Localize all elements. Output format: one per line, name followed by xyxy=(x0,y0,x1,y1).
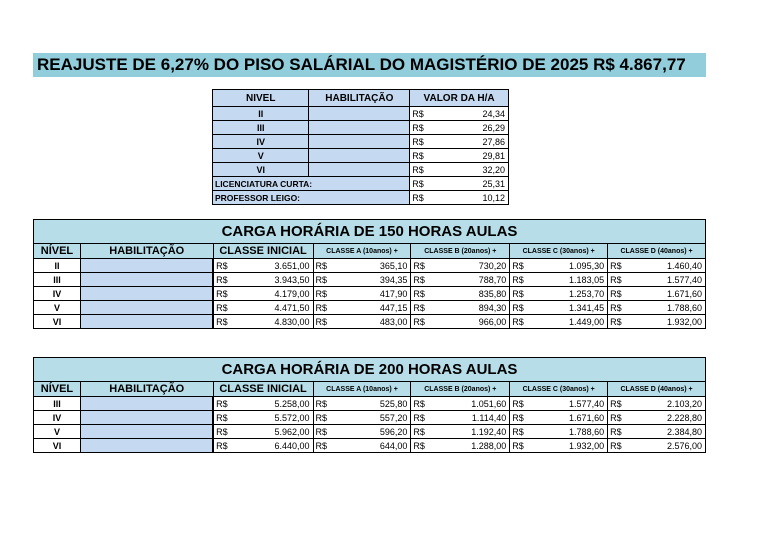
money-value xyxy=(314,302,411,314)
money-value xyxy=(314,260,411,272)
amount: 5.962,00 xyxy=(274,426,310,437)
table-150-hours xyxy=(33,219,706,329)
habilitacao-cell xyxy=(80,315,213,329)
money-value xyxy=(410,136,508,148)
level-cell: IV xyxy=(34,411,81,425)
table-row xyxy=(34,259,706,273)
currency-symbol: R$ xyxy=(512,440,524,451)
currency-symbol: R$ xyxy=(315,398,328,409)
currency-symbol: R$ xyxy=(412,150,424,161)
amount: 966,00 xyxy=(478,316,507,327)
amount: 1.114,40 xyxy=(471,412,507,423)
column-header: CLASSE C (30anos) + xyxy=(510,382,608,397)
money-value xyxy=(510,302,607,314)
salary-value-cell xyxy=(411,425,510,439)
level-cell: IV xyxy=(34,287,81,301)
habilitacao-cell xyxy=(80,411,213,425)
column-header: CLASSE INICIAL xyxy=(213,382,313,397)
table-row xyxy=(213,135,509,149)
document-title: REAJUSTE DE 6,27% DO PISO SALÁRIAL DO MAGISTÉRIO DE 2025 R$ 4.867,77 xyxy=(33,53,706,77)
money-value xyxy=(411,274,509,286)
money-value xyxy=(314,274,411,286)
currency-symbol: R$ xyxy=(315,440,328,451)
money-value xyxy=(608,398,705,410)
money-value xyxy=(411,302,509,314)
salary-value-cell xyxy=(313,259,411,273)
salary-value-cell xyxy=(313,411,411,425)
amount: 1.671,60 xyxy=(666,288,702,299)
salary-value-cell xyxy=(510,259,608,273)
column-header: CLASSE D (40anos) + xyxy=(608,244,706,259)
amount: 1.788,60 xyxy=(569,426,605,437)
money-value xyxy=(214,426,312,438)
salary-value-cell xyxy=(608,425,706,439)
column-header: CLASSE B (20anos) + xyxy=(411,244,510,259)
header-nivel: NIVEL xyxy=(213,90,309,107)
salary-value-cell xyxy=(411,259,510,273)
amount: 10,12 xyxy=(482,192,505,203)
salary-value-cell xyxy=(510,301,608,315)
salary-value-cell xyxy=(608,287,706,301)
habilitacao-cell xyxy=(80,259,213,273)
money-value xyxy=(510,398,607,410)
currency-symbol: R$ xyxy=(413,440,425,451)
currency-symbol: R$ xyxy=(216,302,228,313)
amount: 525,80 xyxy=(379,398,408,409)
table-row xyxy=(213,121,509,135)
salary-value-cell xyxy=(213,397,313,411)
column-header: CLASSE A (10anos) + xyxy=(313,244,411,259)
level-cell: III xyxy=(34,273,81,287)
currency-symbol: R$ xyxy=(512,316,524,327)
table-caption: CARGA HORÁRIA DE 200 HORAS AULAS xyxy=(34,358,706,382)
currency-symbol: R$ xyxy=(512,260,524,271)
amount: 2.103,20 xyxy=(666,398,702,409)
amount: 4.830,00 xyxy=(274,316,310,327)
table-caption-row xyxy=(34,220,706,244)
amount: 5.258,00 xyxy=(274,398,310,409)
money-value xyxy=(410,108,508,120)
habilitacao-cell xyxy=(309,163,410,177)
currency-symbol: R$ xyxy=(412,164,424,175)
table-header-row xyxy=(34,244,706,259)
level-cell: III xyxy=(34,397,81,411)
salary-value-cell xyxy=(313,273,411,287)
extra-label-cell: LICENCIATURA CURTA: xyxy=(213,177,410,191)
amount: 1.288,00 xyxy=(471,440,507,451)
salary-value-cell xyxy=(608,259,706,273)
table-row xyxy=(34,397,706,411)
money-value xyxy=(510,412,607,424)
money-value xyxy=(410,122,508,134)
salary-value-cell xyxy=(213,425,313,439)
currency-symbol: R$ xyxy=(412,178,424,189)
currency-symbol: R$ xyxy=(610,288,622,299)
table-caption-row xyxy=(34,358,706,382)
currency-symbol: R$ xyxy=(216,412,228,423)
currency-symbol: R$ xyxy=(216,274,228,285)
amount: 394,35 xyxy=(379,274,408,285)
table-header-row xyxy=(34,382,706,397)
habilitacao-cell xyxy=(80,273,213,287)
table-caption: CARGA HORÁRIA DE 150 HORAS AULAS xyxy=(34,220,706,244)
currency-symbol: R$ xyxy=(216,260,228,271)
amount: 25,31 xyxy=(482,178,505,189)
money-value xyxy=(411,426,509,438)
money-value xyxy=(314,288,411,300)
currency-symbol: R$ xyxy=(216,316,228,327)
currency-symbol: R$ xyxy=(413,260,425,271)
amount: 1.932,00 xyxy=(569,440,605,451)
level-cell: VI xyxy=(213,163,309,177)
currency-symbol: R$ xyxy=(412,136,424,147)
currency-symbol: R$ xyxy=(216,426,228,437)
table-row xyxy=(34,411,706,425)
table-row xyxy=(34,287,706,301)
amount: 1.449,00 xyxy=(569,316,605,327)
money-value xyxy=(608,302,705,314)
money-value xyxy=(214,288,312,300)
column-header: CLASSE A (10anos) + xyxy=(313,382,411,397)
column-header: CLASSE B (20anos) + xyxy=(411,382,510,397)
amount: 730,20 xyxy=(478,260,507,271)
money-value xyxy=(410,150,508,162)
currency-symbol: R$ xyxy=(315,274,328,285)
salary-value-cell xyxy=(608,411,706,425)
salary-value-cell xyxy=(510,273,608,287)
currency-symbol: R$ xyxy=(610,260,622,271)
money-value xyxy=(510,274,607,286)
hourly-value-cell xyxy=(410,177,509,191)
amount: 1.183,05 xyxy=(569,274,605,285)
currency-symbol: R$ xyxy=(610,426,622,437)
table-row xyxy=(213,191,509,205)
currency-symbol: R$ xyxy=(315,426,328,437)
habilitacao-cell xyxy=(80,301,213,315)
level-cell: II xyxy=(34,259,81,273)
currency-symbol: R$ xyxy=(413,316,425,327)
money-value xyxy=(608,440,705,452)
amount: 5.572,00 xyxy=(274,412,310,423)
money-value xyxy=(608,412,705,424)
salary-value-cell xyxy=(213,411,313,425)
money-value xyxy=(214,274,312,286)
table-row xyxy=(34,425,706,439)
salary-value-cell xyxy=(608,397,706,411)
amount: 27,86 xyxy=(482,136,505,147)
salary-value-cell xyxy=(608,301,706,315)
currency-symbol: R$ xyxy=(412,108,424,119)
amount: 365,10 xyxy=(379,260,408,271)
currency-symbol: R$ xyxy=(512,398,524,409)
amount: 1.460,40 xyxy=(666,260,702,271)
header-valor-ha: VALOR DA H/A xyxy=(410,90,509,107)
salary-value-cell xyxy=(510,425,608,439)
amount: 483,00 xyxy=(379,316,408,327)
table-row xyxy=(34,439,706,453)
column-header: CLASSE INICIAL xyxy=(213,244,313,259)
table-row xyxy=(213,107,509,121)
amount: 835,80 xyxy=(478,288,507,299)
column-header: CLASSE C (30anos) + xyxy=(510,244,608,259)
amount: 24,34 xyxy=(482,108,505,119)
salary-value-cell xyxy=(510,315,608,329)
amount: 4.179,00 xyxy=(274,288,310,299)
amount: 3.651,00 xyxy=(274,260,310,271)
salary-value-cell xyxy=(411,411,510,425)
level-cell: VI xyxy=(34,439,81,453)
column-header: NÍVEL xyxy=(34,244,81,259)
amount: 1.051,60 xyxy=(471,398,507,409)
level-cell: IV xyxy=(213,135,309,149)
level-cell: VI xyxy=(34,315,81,329)
salary-value-cell xyxy=(411,273,510,287)
currency-symbol: R$ xyxy=(512,426,524,437)
hourly-value-cell xyxy=(410,191,509,205)
habilitacao-cell xyxy=(80,287,213,301)
salary-value-cell xyxy=(510,397,608,411)
amount: 2.576,00 xyxy=(666,440,702,451)
level-cell: III xyxy=(213,121,309,135)
salary-value-cell xyxy=(313,425,411,439)
column-header: CLASSE D (40anos) + xyxy=(608,382,706,397)
money-value xyxy=(510,440,607,452)
amount: 4.471,50 xyxy=(274,302,310,313)
level-cell: V xyxy=(34,425,81,439)
salary-value-cell xyxy=(411,397,510,411)
currency-symbol: R$ xyxy=(610,302,622,313)
amount: 3.943,50 xyxy=(274,274,310,285)
money-value xyxy=(608,426,705,438)
amount: 1.671,60 xyxy=(569,412,605,423)
money-value xyxy=(214,398,312,410)
currency-symbol: R$ xyxy=(512,274,524,285)
money-value xyxy=(314,440,411,452)
money-value xyxy=(214,302,312,314)
money-value xyxy=(411,288,509,300)
habilitacao-cell xyxy=(80,425,213,439)
salary-value-cell xyxy=(510,287,608,301)
habilitacao-cell xyxy=(309,149,410,163)
column-header: NÍVEL xyxy=(34,382,81,397)
habilitacao-cell xyxy=(309,107,410,121)
salary-value-cell xyxy=(313,439,411,453)
habilitacao-cell xyxy=(309,135,410,149)
money-value xyxy=(411,316,509,328)
level-cell: V xyxy=(213,149,309,163)
money-value xyxy=(608,316,705,328)
salary-value-cell xyxy=(411,439,510,453)
currency-symbol: R$ xyxy=(610,398,622,409)
amount: 2.384,80 xyxy=(666,426,702,437)
amount: 447,15 xyxy=(379,302,408,313)
salary-value-cell xyxy=(213,259,313,273)
currency-symbol: R$ xyxy=(610,316,622,327)
currency-symbol: R$ xyxy=(512,302,524,313)
table-row xyxy=(213,149,509,163)
habilitacao-cell xyxy=(309,121,410,135)
hourly-value-cell xyxy=(410,107,509,121)
money-value xyxy=(314,426,411,438)
currency-symbol: R$ xyxy=(610,274,622,285)
currency-symbol: R$ xyxy=(315,260,328,271)
currency-symbol: R$ xyxy=(216,440,228,451)
amount: 1.253,70 xyxy=(569,288,605,299)
currency-symbol: R$ xyxy=(413,426,425,437)
amount: 32,20 xyxy=(482,164,505,175)
currency-symbol: R$ xyxy=(413,398,425,409)
money-value xyxy=(608,288,705,300)
money-value xyxy=(410,192,508,204)
column-header: HABILITAÇÃO xyxy=(80,244,213,259)
currency-symbol: R$ xyxy=(216,288,228,299)
money-value xyxy=(214,412,312,424)
hourly-value-cell xyxy=(410,149,509,163)
hourly-value-cell xyxy=(410,135,509,149)
amount: 29,81 xyxy=(482,150,505,161)
currency-symbol: R$ xyxy=(315,316,328,327)
amount: 596,20 xyxy=(379,426,408,437)
amount: 1.095,30 xyxy=(569,260,605,271)
salary-value-cell xyxy=(313,287,411,301)
amount: 417,90 xyxy=(379,288,408,299)
money-value xyxy=(411,412,509,424)
money-value xyxy=(214,440,312,452)
habilitacao-cell xyxy=(80,397,213,411)
amount: 26,29 xyxy=(482,122,505,133)
currency-symbol: R$ xyxy=(413,274,425,285)
currency-symbol: R$ xyxy=(216,398,228,409)
salary-value-cell xyxy=(213,301,313,315)
salary-value-cell xyxy=(411,315,510,329)
currency-symbol: R$ xyxy=(610,440,622,451)
money-value xyxy=(510,288,607,300)
currency-symbol: R$ xyxy=(512,288,524,299)
level-cell: II xyxy=(213,107,309,121)
currency-symbol: R$ xyxy=(315,288,328,299)
salary-value-cell xyxy=(313,397,411,411)
salary-value-cell xyxy=(608,439,706,453)
salary-value-cell xyxy=(411,287,510,301)
amount: 894,30 xyxy=(478,302,507,313)
money-value xyxy=(314,398,411,410)
habilitacao-cell xyxy=(80,439,213,453)
level-cell: V xyxy=(34,301,81,315)
amount: 1.577,40 xyxy=(666,274,702,285)
money-value xyxy=(411,440,509,452)
salary-value-cell xyxy=(313,301,411,315)
currency-symbol: R$ xyxy=(413,288,425,299)
amount: 557,20 xyxy=(379,412,408,423)
hourly-value-cell xyxy=(410,121,509,135)
salary-value-cell xyxy=(608,315,706,329)
table-row xyxy=(34,273,706,287)
column-header: HABILITAÇÃO xyxy=(80,382,213,397)
money-value xyxy=(214,316,312,328)
money-value xyxy=(411,398,509,410)
salary-value-cell xyxy=(510,439,608,453)
money-value xyxy=(608,274,705,286)
table-200-hours xyxy=(33,357,706,453)
salary-value-cell xyxy=(608,273,706,287)
amount: 788,70 xyxy=(478,274,507,285)
money-value xyxy=(608,260,705,272)
extra-label-cell: PROFESSOR LEIGO: xyxy=(213,191,410,205)
currency-symbol: R$ xyxy=(512,412,524,423)
table-row xyxy=(34,315,706,329)
table-row xyxy=(213,177,509,191)
amount: 1.932,00 xyxy=(666,316,702,327)
currency-symbol: R$ xyxy=(315,412,328,423)
table-row xyxy=(34,301,706,315)
salary-value-cell xyxy=(213,439,313,453)
currency-symbol: R$ xyxy=(412,122,424,133)
header-habilitacao: HABILITAÇÃO xyxy=(309,90,410,107)
money-value xyxy=(314,412,411,424)
hourly-value-cell xyxy=(410,163,509,177)
amount: 1.788,60 xyxy=(666,302,702,313)
money-value xyxy=(410,178,508,190)
money-value xyxy=(410,164,508,176)
amount: 2.228,80 xyxy=(666,412,702,423)
currency-symbol: R$ xyxy=(413,302,425,313)
salary-value-cell xyxy=(313,315,411,329)
salary-value-cell xyxy=(411,301,510,315)
salary-value-cell xyxy=(213,315,313,329)
money-value xyxy=(214,260,312,272)
money-value xyxy=(510,426,607,438)
amount: 1.341,45 xyxy=(569,302,605,313)
money-value xyxy=(510,260,607,272)
currency-symbol: R$ xyxy=(412,192,424,203)
money-value xyxy=(510,316,607,328)
currency-symbol: R$ xyxy=(413,412,425,423)
amount: 1.577,40 xyxy=(569,398,605,409)
money-value xyxy=(314,316,411,328)
salary-value-cell xyxy=(213,273,313,287)
hourly-rate-header-row xyxy=(213,90,509,107)
currency-symbol: R$ xyxy=(610,412,622,423)
salary-value-cell xyxy=(510,411,608,425)
hourly-rate-table xyxy=(212,89,509,205)
amount: 1.192,40 xyxy=(471,426,507,437)
amount: 644,00 xyxy=(379,440,408,451)
table-row xyxy=(213,163,509,177)
salary-value-cell xyxy=(213,287,313,301)
money-value xyxy=(411,260,509,272)
currency-symbol: R$ xyxy=(315,302,328,313)
amount: 6.440,00 xyxy=(274,440,310,451)
